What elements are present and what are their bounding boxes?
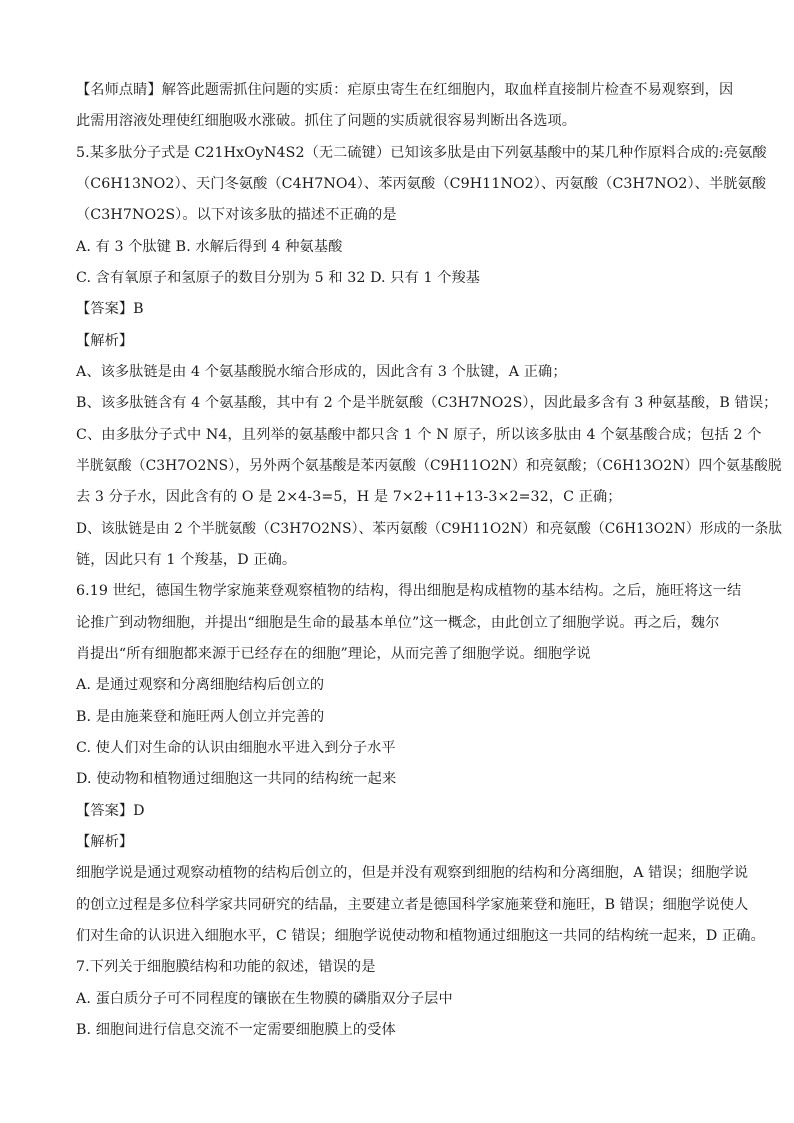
answer-label: 【答案】B bbox=[76, 301, 144, 317]
text-line: 的创立过程是多位科学家共同研究的结晶，主要建立者是德国科学家施莱登和施旺，B 错误；细胞学说使人 bbox=[76, 897, 749, 913]
answer-option: B. 细胞间进行信息交流不一定需要细胞膜上的受体 bbox=[76, 1022, 396, 1038]
text-line: 链，因此只有 1 个羧基，D 正确。 bbox=[76, 552, 297, 568]
text-line: D、该肽链是由 2 个半胱氨酸（C3H7O2NS）、苯丙氨酸（C9H11O2N）和亮氨酸（C6H13O2N）形成的一条肽 bbox=[76, 521, 783, 537]
answer-label: 【答案】D bbox=[76, 803, 145, 819]
text-line: 们对生命的认识进入细胞水平，C 错误；细胞学说使动物和植物通过细胞这一共同的结构统一起来，D 正确。 bbox=[76, 928, 765, 944]
text-line: 细胞学说是通过观察动植物的结构后创立的，但是并没有观察到细胞的结构和分离细胞，A 错误；细胞学说 bbox=[76, 865, 749, 881]
answer-option: B. 是由施莱登和施旺两人创立并完善的 bbox=[76, 709, 325, 725]
text-line: 【名师点睛】解答此题需抓住问题的实质：疟原虫寄生在红细胞内，取血样直接制片检查不易观察到，因 bbox=[76, 82, 734, 98]
answer-option: A. 有 3 个肽键 B. 水解后得到 4 种氨基酸 bbox=[76, 239, 343, 255]
answer-option: A. 是通过观察和分离细胞结构后创立的 bbox=[76, 677, 325, 693]
text-line: B、该多肽链含有 4 个氨基酸，其中有 2 个是半胱氨酸（C3H7NO2S），因此最多含有 3 种氨基酸，B 错误； bbox=[76, 395, 778, 411]
analysis-label: 【解析】 bbox=[76, 834, 134, 850]
analysis-label: 【解析】 bbox=[76, 333, 134, 349]
text-line: 去 3 分子水，因此含有的 O 是 2×4-3=5，H 是 7×2+11+13-3×2=32，C 正确； bbox=[76, 489, 622, 505]
text-line: C、由多肽分子式中 N4，且列举的氨基酸中都只含 1 个 N 原子，所以该多肽由 4 个氨基酸合成；包括 2 个 bbox=[76, 427, 762, 443]
question-stem: 6.19 世纪，德国生物学家施莱登观察植物的结构，得出细胞是构成植物的基本结构。之后，施旺将这一结 bbox=[76, 583, 742, 599]
text-line: 肖提出“所有细胞都来源于已经存在的细胞”理论，从而完善了细胞学说。细胞学说 bbox=[76, 646, 591, 662]
text-line: 此需用溶液处理使红细胞吸水涨破。抓住了问题的实质就很容易判断出各选项。 bbox=[76, 113, 577, 129]
answer-option: A. 蛋白质分子可不同程度的镶嵌在生物膜的磷脂双分子层中 bbox=[76, 991, 453, 1007]
text-line: 论推广到动物细胞，并提出“细胞是生命的最基本单位”这一概念，由此创立了细胞学说。再之后，魏尔 bbox=[76, 615, 720, 631]
answer-option: D. 使动物和植物通过细胞这一共同的结构统一起来 bbox=[76, 771, 397, 787]
text-line: （C3H7NO2S）。以下对该多肽的描述不正确的是 bbox=[76, 207, 397, 223]
text-line: A、该多肽链是由 4 个氨基酸脱水缩合形成的，因此含有 3 个肽键，A 正确； bbox=[76, 364, 567, 380]
answer-option: C. 含有氧原子和氢原子的数目分别为 5 和 32 D. 只有 1 个羧基 bbox=[76, 270, 481, 286]
question-stem: 5.某多肽分子式是 C21HxOyN4S2（无二硫键）已知该多肽是由下列氨基酸中的某几种作原料合成的:亮氨酸 bbox=[76, 145, 767, 161]
answer-option: C. 使人们对生命的认识由细胞水平进入到分子水平 bbox=[76, 740, 396, 756]
question-stem: 7.下列关于细胞膜结构和功能的叙述，错误的是 bbox=[76, 959, 376, 975]
text-line: 半胱氨酸（C3H7O2NS），另外两个氨基酸是苯丙氨酸（C9H11O2N）和亮氨酸；（C6H13O2N）四个氨基酸脱 bbox=[76, 458, 782, 474]
text-line: （C6H13NO2）、天门冬氨酸（C4H7NO4）、苯丙氨酸（C9H11NO2）、丙氨酸（C3H7NO2）、半胱氨酸 bbox=[76, 176, 767, 192]
